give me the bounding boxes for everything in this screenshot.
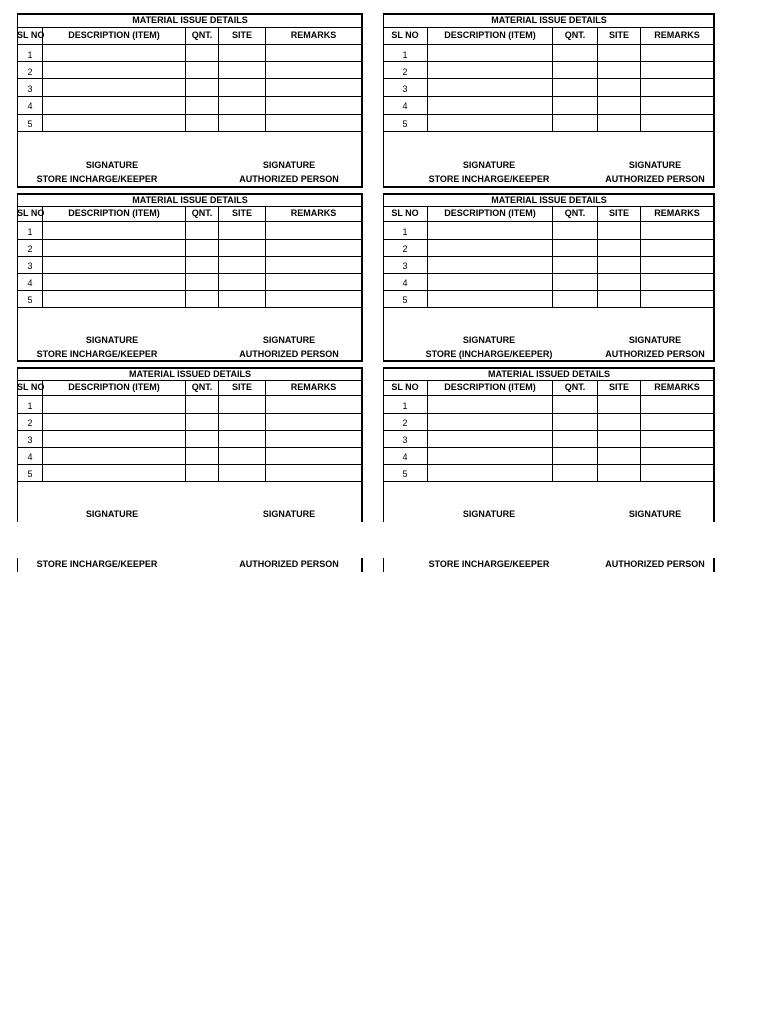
signature-label-right: SIGNATURE — [628, 160, 682, 170]
form-title: MATERIAL ISSUE DETAILS — [491, 15, 607, 25]
row-number: 5 — [27, 469, 33, 479]
column-header-site: SITE — [231, 382, 252, 392]
form-title: MATERIAL ISSUE DETAILS — [491, 195, 607, 205]
store-incharge-label: STORE INCHARGE/KEEPER — [36, 174, 158, 184]
authorized-person-label: AUTHORIZED PERSON — [239, 559, 339, 569]
material-issue-form-3 — [17, 193, 363, 362]
signature-label-right: SIGNATURE — [262, 160, 316, 170]
row-number: 4 — [27, 101, 33, 111]
row-number: 2 — [402, 418, 408, 428]
column-header-site: SITE — [608, 30, 629, 40]
column-header-remarks: REMARKS — [654, 30, 700, 40]
row-number: 2 — [27, 418, 33, 428]
column-header-qnt: QNT. — [564, 208, 586, 218]
row-number: 3 — [402, 435, 408, 445]
row-number: 1 — [27, 401, 33, 411]
signature-label-right: SIGNATURE — [628, 335, 682, 345]
column-header-remarks: REMARKS — [654, 208, 700, 218]
form-title: MATERIAL ISSUE DETAILS — [132, 15, 248, 25]
store-incharge-label: STORE INCHARGE/KEEPER — [428, 559, 550, 569]
column-header-qnt: QNT. — [564, 30, 586, 40]
row-number: 1 — [27, 227, 33, 237]
row-number: 5 — [27, 119, 33, 129]
column-header-sl-no: SL NO — [17, 208, 45, 218]
material-issue-form-2 — [383, 13, 715, 188]
authorized-person-label: AUTHORIZED PERSON — [239, 349, 339, 359]
form-title: MATERIAL ISSUE DETAILS — [132, 195, 248, 205]
column-header-description: DESCRIPTION (ITEM) — [444, 382, 536, 392]
column-header-sl-no: SL NO — [391, 208, 419, 218]
column-header-description: DESCRIPTION (ITEM) — [444, 208, 536, 218]
signature-label-left: SIGNATURE — [85, 160, 139, 170]
column-header-remarks: REMARKS — [290, 382, 337, 392]
row-number: 3 — [27, 261, 33, 271]
row-number: 2 — [27, 244, 33, 254]
row-number: 5 — [27, 295, 33, 305]
column-header-qnt: QNT. — [191, 208, 213, 218]
row-number: 1 — [402, 401, 408, 411]
column-header-description: DESCRIPTION (ITEM) — [68, 208, 160, 218]
signature-label-right: SIGNATURE — [262, 335, 316, 345]
column-header-qnt: QNT. — [191, 382, 213, 392]
row-number: 1 — [402, 227, 408, 237]
row-number: 2 — [27, 67, 33, 77]
row-number: 1 — [402, 50, 408, 60]
material-issue-form-6 — [383, 367, 715, 572]
material-issue-form-4 — [383, 193, 715, 362]
row-number: 3 — [27, 435, 33, 445]
column-header-sl-no: SL NO — [391, 30, 419, 40]
column-header-remarks: REMARKS — [290, 30, 337, 40]
signature-label-right: SIGNATURE — [262, 509, 316, 519]
column-header-site: SITE — [608, 208, 629, 218]
column-header-site: SITE — [231, 30, 252, 40]
material-issue-form-1 — [17, 13, 363, 188]
row-number: 3 — [402, 84, 408, 94]
column-header-description: DESCRIPTION (ITEM) — [68, 30, 160, 40]
row-number: 3 — [402, 261, 408, 271]
row-number: 2 — [402, 67, 408, 77]
authorized-person-label: AUTHORIZED PERSON — [239, 174, 339, 184]
column-header-remarks: REMARKS — [654, 382, 700, 392]
row-number: 4 — [402, 101, 408, 111]
form-title: MATERIAL ISSUED DETAILS — [128, 369, 251, 379]
column-header-sl-no: SL NO — [391, 382, 419, 392]
column-header-sl-no: SL NO — [17, 382, 45, 392]
row-number: 3 — [27, 84, 33, 94]
column-header-description: DESCRIPTION (ITEM) — [68, 382, 160, 392]
column-header-remarks: REMARKS — [290, 208, 337, 218]
column-header-sl-no: SL NO — [17, 30, 45, 40]
authorized-person-label: AUTHORIZED PERSON — [605, 349, 705, 359]
row-number: 4 — [27, 278, 33, 288]
row-number: 1 — [27, 50, 33, 60]
column-header-site: SITE — [231, 208, 252, 218]
column-header-site: SITE — [608, 382, 629, 392]
row-number: 4 — [27, 452, 33, 462]
authorized-person-label: AUTHORIZED PERSON — [605, 559, 705, 569]
row-number: 4 — [402, 278, 408, 288]
row-number: 4 — [402, 452, 408, 462]
signature-label-left: SIGNATURE — [85, 335, 139, 345]
authorized-person-label: AUTHORIZED PERSON — [605, 174, 705, 184]
store-incharge-label: STORE (INCHARGE/KEEPER) — [425, 349, 553, 359]
row-number: 2 — [402, 244, 408, 254]
row-number: 5 — [402, 469, 408, 479]
signature-label-right: SIGNATURE — [628, 509, 682, 519]
signature-label-left: SIGNATURE — [462, 335, 516, 345]
column-header-qnt: QNT. — [191, 30, 213, 40]
column-header-description: DESCRIPTION (ITEM) — [444, 30, 536, 40]
signature-label-left: SIGNATURE — [85, 509, 139, 519]
row-number: 5 — [402, 119, 408, 129]
form-title: MATERIAL ISSUED DETAILS — [487, 369, 610, 379]
store-incharge-label: STORE INCHARGE/KEEPER — [36, 559, 158, 569]
material-issue-form-5 — [17, 367, 363, 572]
signature-label-left: SIGNATURE — [462, 160, 516, 170]
signature-label-left: SIGNATURE — [462, 509, 516, 519]
store-incharge-label: STORE INCHARGE/KEEPER — [428, 174, 550, 184]
column-header-qnt: QNT. — [564, 382, 586, 392]
store-incharge-label: STORE INCHARGE/KEEPER — [36, 349, 158, 359]
row-number: 5 — [402, 295, 408, 305]
